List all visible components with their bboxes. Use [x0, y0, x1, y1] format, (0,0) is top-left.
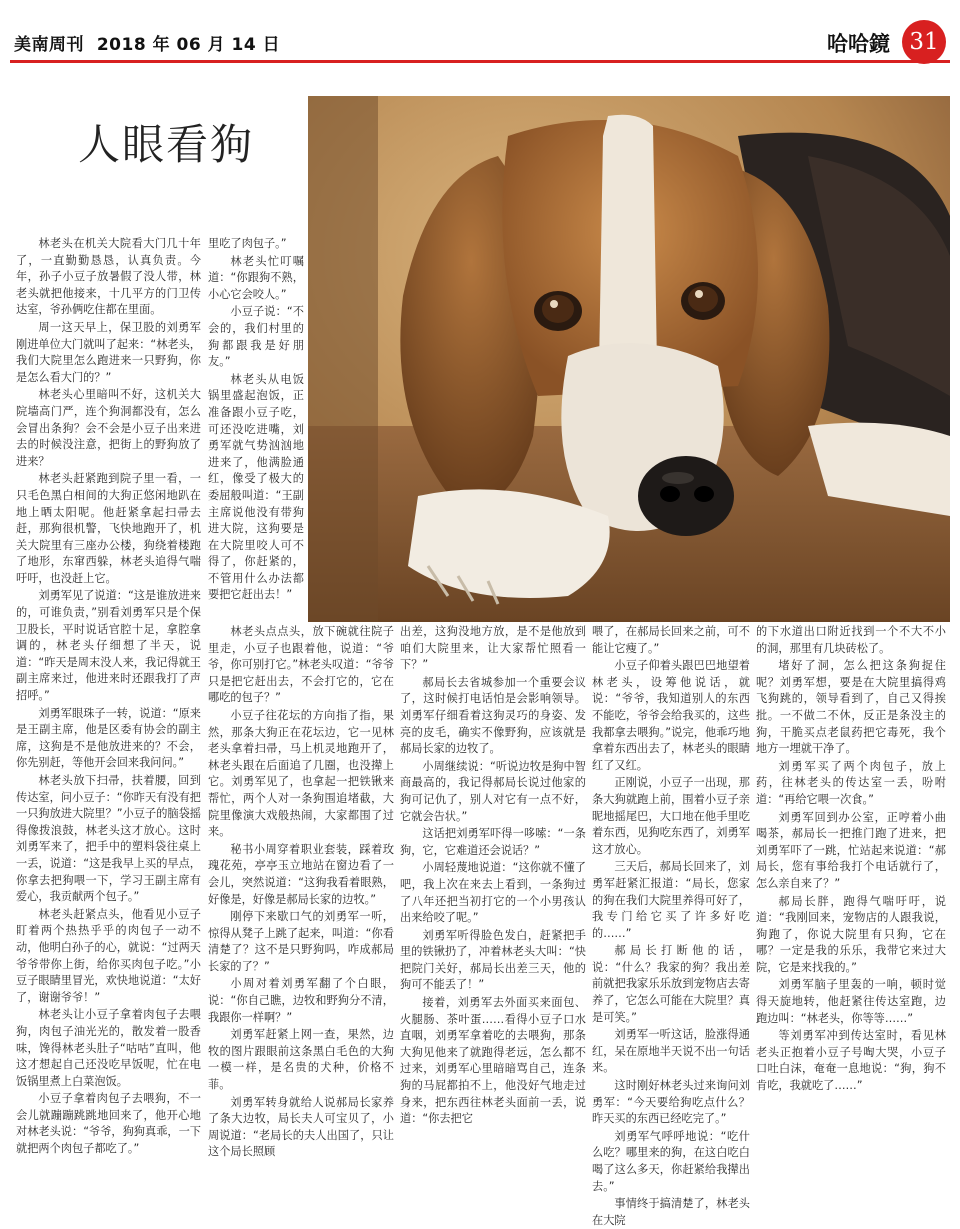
paragraph: 郝局长胖，跑得气喘吁吁，说道：“我刚回来，宠物店的人跟我说，狗跑了，你说大院里有只狗，它在哪？一定是我的乐乐，我带它来过大院，它是来找我的。”: [756, 894, 946, 974]
paragraph: 刘勇军见了说道：“这是谁放进来的，可谁负责，”别看刘勇军只是个保卫股长，平时说话官腔十足，拿腔拿调的，林老头仔细想了半天，说道：“昨天是周末没人来，我记得就王副主席来过，他进来时还跟我打了声招呼。”: [16, 589, 201, 703]
paragraph: 小周轻蔑地说道：“这你就不懂了吧，我上次在来去上看到，一条狗过了八年还把当初打它的一个小男孩认出来给咬了呢。”: [400, 861, 586, 925]
page-header: [0, 0, 960, 58]
paragraph: 接着，刘勇军去外面买来面包、火腿肠、茶叶蛋……看得小豆子口水直咽，刘勇军拿着吃的去喂狗，那条大狗见他来了就跑得老远，怎么都不过来，刘勇军心里暗暗骂自己，连条狗的马屁都拍不上，他没好气地走过身来，把东西往林老头面前一丢，说道：“你去把它: [400, 996, 586, 1126]
paragraph: 刘勇军听得脸色发白，赶紧把手里的铁锹扔了，冲着林老头大叫：“快把院门关好，郝局长出差三天，他的狗可不能丢了！”: [400, 928, 586, 992]
paragraph: 刘勇军脑子里轰的一响，顿时觉得天旋地转，他赶紧往传达室跑，边跑边叫：“林老头，你等等……”: [756, 978, 946, 1025]
paragraph: 这时刚好林老头过来询问刘勇军：“今天要给狗吃点什么？昨天买的东西已经吃完了。”: [592, 1079, 750, 1126]
paragraph: 林老头在机关大院看大门几十年了，一直勤勤恳恳，认真负责。今年，孙子小豆子放暑假了没人带，林老头就把他接来，十几平方的门卫传达室，爷孙俩吃住都在里面。: [16, 237, 201, 317]
paragraph: 刘勇军买了两个肉包子，放上药，往林老头的传达室一丢，吩咐道：“再给它喂一次食。”: [756, 759, 946, 806]
beagle-photo: [308, 96, 950, 622]
paragraph: 周一这天早上，保卫股的刘勇军刚进单位大门就叫了起来：“林老头，我们大院里怎么跑进来一只野狗，你是怎么看大门的？”: [16, 320, 201, 384]
paragraph: 刘勇军气呼呼地说：“吃什么吃？哪里来的狗，在这白吃白喝了这么多天，你赶紧给我撵出去。”: [592, 1129, 750, 1193]
paragraph: 郝局长打断他的话，说：“什么？我家的狗？我出差前就把我家乐乐放到宠物店去寄养了，它怎么可能在大院里？真是可笑。”: [592, 944, 750, 1024]
article-headline: 人眼看狗: [78, 120, 255, 169]
paragraph: 刘勇军回到办公室，正哼着小曲喝茶，郝局长一把推门跑了进来，把刘勇军吓了一跳，忙站起来说道：“郝局长，您有事给我打个电话就行了，怎么亲自来了？”: [756, 810, 946, 890]
article-column-5: [592, 624, 750, 1227]
publication-info: [14, 30, 280, 55]
paragraph: 小周对着刘勇军翻了个白眼，说：“你自己瞧，边牧和野狗分不清，我跟你一样啊？”: [208, 977, 394, 1024]
paragraph: 事情终于搞清楚了，林老头在大院: [592, 1197, 750, 1227]
paragraph: 林老头让小豆子拿着肉包子去喂狗，肉包子油光光的，散发着一股香味，馋得林老头肚子“咕咕”直叫，他这才想起自己还没吃早饭呢，忙在电饭锅里煮上白菜泡饭。: [16, 1008, 201, 1088]
publication-name: 美南周刊: [14, 35, 84, 55]
article-column-4: [400, 624, 586, 1126]
paragraph: 郝局长去省城参加一个重要会议了，这时候打电话怕是会影响领导。刘勇军仔细看着这狗灵巧的身姿、发亮的皮毛，确实不像野狗，应该就是郝局长家的边牧了。: [400, 675, 586, 756]
paragraph: 出差，这狗没地方放，是不是他放到咱们大院里来，让大家帮忙照看一下？”: [400, 625, 586, 672]
paragraph: 三天后，郝局长回来了，刘勇军赶紧汇报道：“局长，您家的狗在我们大院里养得可好了，我专门给它买了许多好吃的……”: [592, 860, 750, 940]
paragraph: 林老头点点头，放下碗就往院子里走，小豆子也跟着他，说道：“爷爷，你可别打它。”林老头叹道：“爷爷只是把它赶出去，不会打它的，它在哪吃的包子？”: [208, 625, 394, 705]
paragraph: 刘勇军赶紧上网一查，果然，边牧的图片跟眼前这条黑白毛色的大狗一模一样，是名贵的犬种，价格不菲。: [208, 1028, 394, 1092]
article-column-2: [208, 236, 304, 611]
paragraph: 林老头忙叮嘱道：“你跟狗不熟，小心它会咬人。”: [208, 254, 304, 301]
paragraph: 的下水道出口附近找到一个不大不小的洞，那里有几块砖松了。: [756, 625, 946, 655]
paragraph: 小豆子拿着肉包子去喂狗，不一会儿就蹦蹦跳跳地回来了，他开心地对林老头说：“爷爷，狗狗真乖，一下就把两个肉包子都吃了。”: [16, 1092, 201, 1156]
paragraph: 林老头心里暗叫不好，这机关大院墙高门严，连个狗洞都没有，怎么会冒出条狗？会不会是小豆子出来进去的时候没注意，把街上的野狗放了进来？: [16, 388, 201, 468]
article-column-6: [756, 624, 946, 1096]
paragraph: 堵好了洞，怎么把这条狗捉住呢？刘勇军想，要是在大院里搞得鸡飞狗跳的，领导看到了，自己又得挨批。一不做二不休，反正是条没主的狗，干脆买点老鼠药把它毒死，我个地方一埋就干净了。: [756, 659, 946, 756]
paragraph: 这话把刘勇军吓得一哆嗦：“一条狗，它，它难道还会说话？”: [400, 827, 586, 857]
article-column-1: [16, 236, 201, 1156]
paragraph: 林老头放下扫帚，扶着腰，回到传达室，问小豆子：“你昨天有没有把一只狗放进大院里？”小豆子的脑袋摇得像拨浪鼓，林老头这才放心。这时刘勇军来了，把手中的塑料袋往桌上一丢，说道：“这是我早上买的早点，你拿去把狗喂一下，学习王副主席有爱心，我贡献两个包子。”: [16, 774, 201, 904]
paragraph: 等刘勇军冲到传达室时，看见林老头正抱着小豆子号啕大哭，小豆子口吐白沫，奄奄一息地说：“狗，狗不肯吃，我就吃了……”: [756, 1029, 946, 1093]
paragraph: 小周继续说：“听说边牧是狗中智商最高的，我记得郝局长说过他家的狗可记仇了，别人对它有一点不好，它就会告状。”: [400, 759, 586, 823]
beagle-dog-illustration: [308, 96, 950, 622]
paragraph: 刘勇军眼珠子一转，说道：“原来是王副主席，他是区委有协会的副主席，这狗是不是他放进来的？不会，你先别赶，等他开会回来我问问。”: [16, 706, 201, 770]
paragraph: 秘书小周穿着职业套装，踩着玫瑰花苑，亭亭玉立地站在窗边看了一会儿，突然说道：“这狗我看着眼熟，好像是，好像是郝局长家的边牧。”: [208, 842, 394, 906]
page-number-badge: 31: [902, 20, 946, 64]
paragraph: 刘勇军转身就给人说郝局长家养了条大边牧，局长夫人可宝贝了，小周说道：“老局长的夫人出国了，只让这个局长照顾: [208, 1095, 394, 1159]
paragraph: 小豆子仰着头跟巴巴地望着林老头，设筹他说话，就说：“爷爷，我知道别人的东西不能吃，爷爷会给我买的，这些我都拿去喂狗。”说完，他乖巧地拿着东西出去了，林老头的眼睛红了又红。: [592, 659, 750, 772]
paragraph: 林老头赶紧点头，他看见小豆子盯着两个热热乎乎的肉包子一动不动，他明白孙子的心，就说：“过两天爷爷带你上街，给你买肉包子吃。”小豆子眼睛里冒光，欢快地说道：“太好了，谢谢爷爷！”: [16, 907, 201, 1004]
section-title: 哈哈鏡: [827, 32, 890, 56]
paragraph: 刚停下来歇口气的刘勇军一听，惊得从凳子上跳了起来，叫道：“你看清楚了？这不是只野狗吗，咋成郝局长家的了？”: [208, 910, 394, 973]
paragraph: 喂了，在郝局长回来之前，可不能让它瘦了。”: [592, 625, 750, 655]
paragraph: 正刚说，小豆子一出现，那条大狗就跑上前，围着小豆子亲昵地摇尾巴，大口地在他手里吃着东西，见狗吃东西了，刘勇军这才放心。: [592, 776, 750, 856]
paragraph: 小豆子说：“不会的，我们村里的狗都跟我是好朋友。”: [208, 305, 304, 369]
paragraph: 小豆子往花坛的方向指了指，果然，那条大狗正在花坛边，它一见林老头拿着扫帚，马上机灵地跑开了，林老头跟在后面追了几圈，也没撵上它。刘勇军见了，也拿起一把铁锹来帮忙，两个人对一条狗围追堵截，大院里像演大戏般热闹，大家都围了过来。: [208, 708, 394, 839]
paragraph: 刘勇军一听这话，脸涨得通红，呆在原地半天说不出一句话来。: [592, 1028, 750, 1075]
issue-date: 2018 年 06 月 14 日: [96, 35, 281, 55]
paragraph: 林老头从电饭锅里盛起泡饭，正准备跟小豆子吃，可还没吃进嘴，刘勇军就气势汹汹地进来了，他满脸通红，像受了极大的委屈般叫道：“王副主席说他没有带狗进大院，这狗要是在大院里咬人可不得了，你赶紧的，不管用什么办法都要把它赶出去！”: [208, 372, 304, 602]
paragraph: 林老头赶紧跑到院子里一看，一只毛色黑白相间的大狗正悠闲地趴在地上晒太阳呢。他赶紧拿起扫帚去赶，那狗很机警，飞快地跑开了，机关大院里有三座办公楼，狗绕着楼跑了地形，东窜西躲，林老头追得气喘吁吁，也没赶上它。: [16, 472, 201, 585]
paragraph: 里吃了肉包子。”: [208, 237, 287, 250]
header-divider: [10, 60, 950, 63]
article-column-3: [208, 624, 394, 1159]
